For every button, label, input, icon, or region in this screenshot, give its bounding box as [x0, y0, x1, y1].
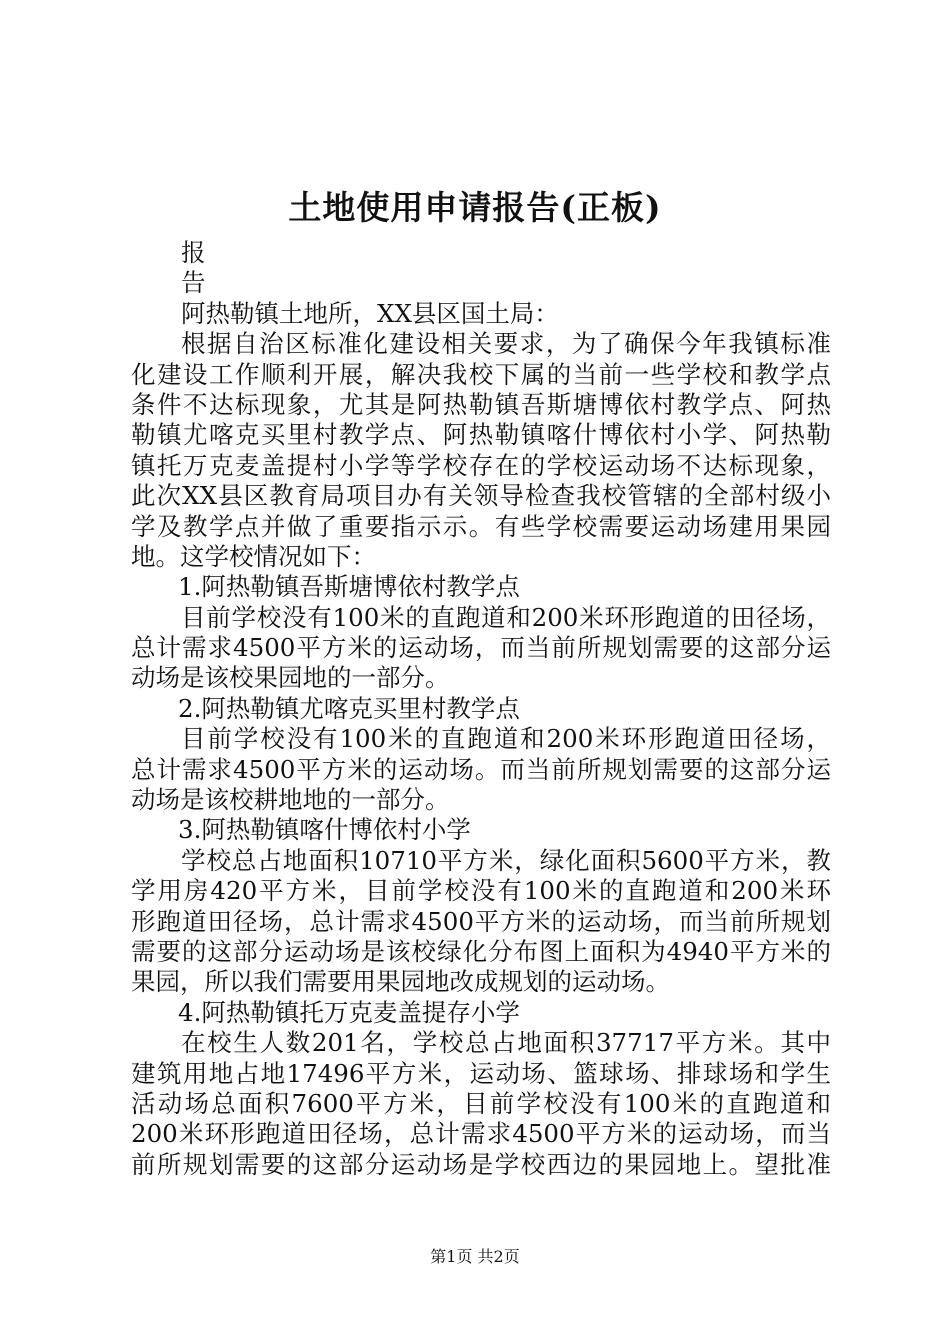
body-line: 阿热勒镇土地所，XX县区国土局： — [181, 298, 559, 328]
body-line: 在校生人数201名，学校总占地面积37717平方米。其中 — [181, 1028, 831, 1058]
document-title: 土地使用申请报告(正板) — [288, 188, 662, 227]
body-line: 学用房420平方米，目前学校没有100米的直跑道和200米环 — [131, 876, 831, 906]
body-line: 前所规划需要的这部分运动场是学校西边的果园地上。望批准 — [131, 1149, 831, 1179]
body-line: 2.阿热勒镇尤喀克买里村教学点 — [178, 693, 520, 723]
body-line: 化建设工作顺利开展，解决我校下属的当前一些学校和教学点 — [131, 359, 831, 389]
page-footer: 第1页 共2页 — [430, 1247, 520, 1266]
body-line: 勒镇尤喀克买里村教学点、阿热勒镇喀什博依村小学、阿热勒 — [131, 420, 831, 450]
body-line: 1.阿热勒镇吾斯塘博依村教学点 — [178, 572, 520, 602]
body-line: 果园，所以我们需要用果园地改成规划的运动场。 — [131, 967, 670, 997]
body-line: 3.阿热勒镇喀什博依村小学 — [178, 815, 471, 845]
body-line: 告 — [181, 268, 206, 298]
body-line: 目前学校没有100米的直跑道和200米环形跑道的田径场， — [181, 602, 831, 632]
body-line: 活动场总面积7600平方米，目前学校没有100米的直跑道和 — [131, 1088, 831, 1118]
body-line: 动场是该校耕地地的一部分。 — [131, 785, 450, 815]
body-line: 形跑道田径场，总计需求4500平方米的运动场，而当前所规划 — [131, 906, 831, 936]
body-line: 镇托万克麦盖提村小学等学校存在的学校运动场不达标现象， — [131, 450, 831, 480]
body-line: 根据自治区标准化建设相关要求，为了确保今年我镇标准 — [181, 329, 831, 359]
body-line: 4.阿热勒镇托万克麦盖提存小学 — [178, 997, 520, 1027]
body-line: 条件不达标现象，尤其是阿热勒镇吾斯塘博依村教学点、阿热 — [131, 389, 831, 419]
body-line: 总计需求4500平方米的运动场。而当前所规划需要的这部分运 — [131, 754, 831, 784]
body-line: 目前学校没有100米的直跑道和200米环形跑道田径场， — [181, 724, 831, 754]
body-line: 需要的这部分运动场是该校绿化分布图上面积为4940平方米的 — [131, 936, 831, 966]
body-line: 动场是该校果园地的一部分。 — [131, 663, 450, 693]
body-line: 学及教学点并做了重要指示示。有些学校需要运动场建用果园 — [131, 511, 831, 541]
body-line: 此次XX县区教育局项目办有关领导检查我校管辖的全部村级小 — [131, 481, 831, 511]
document-body — [131, 238, 831, 1180]
body-line: 学校总占地面积10710平方米，绿化面积5600平方米，教 — [181, 845, 831, 875]
body-line: 建筑用地占地17496平方米，运动场、篮球场、排球场和学生 — [131, 1058, 831, 1088]
body-line: 地。这学校情况如下： — [131, 541, 376, 571]
body-line: 200米环形跑道田径场，总计需求4500平方米的运动场，而当 — [131, 1119, 831, 1149]
body-line: 报 — [181, 238, 206, 267]
body-line: 总计需求4500平方米的运动场，而当前所规划需要的这部分运 — [131, 633, 831, 663]
